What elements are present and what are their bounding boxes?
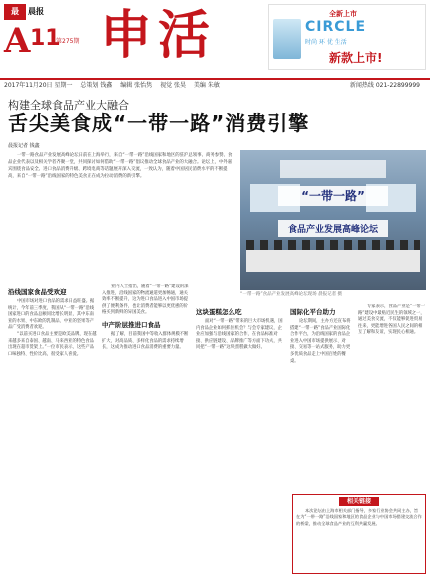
- page-letter: A: [4, 21, 31, 61]
- visual-credit: 视觉 张昊: [160, 82, 186, 89]
- article-column-2: [102, 284, 192, 574]
- paragraph: 专家表示，食品产业是“一带一路”建设中最贴近民生的领域之一，通过美食交流，不仅能够促进贸易往来，更能增进各国人民之间的相互了解和友谊，实现民心相通。: [358, 304, 426, 336]
- article-byline: 晨报记者 钱鑫: [8, 143, 40, 149]
- stage-banner: [280, 160, 386, 178]
- subheading: 中产阶层推进口食品: [102, 320, 161, 329]
- paragraph: 中国市场对进口食品的需求日益旺盛。据统计，今年前三季度，我国从“一带一路”沿线国家进口的食品总额同比增长明显，其中东南亚的水果、中东欧的乳制品、中亚的坚果等产品广受消费者欢迎。: [8, 299, 95, 331]
- paragraph: 业内人士指出，随着“一带一路”建设的深入推进，沿线国家的物流通道更加畅通，通关效率不断提升，这为进口食品进入中国市场提供了便利条件，也让消费者能够以更优惠的价格买到新鲜的异国美食。: [102, 284, 189, 316]
- ad-product-image: [273, 19, 301, 59]
- ad-brand: 全新上市: [329, 10, 357, 18]
- paragraph: 据了解，目前我国中等收入群体规模不断扩大，对高品质、多样化食品的需求持续增长，这成为推动进口食品消费的重要力量。: [102, 331, 189, 351]
- photo-stage-subtitle: 食品产业发展高峰论坛: [278, 220, 388, 237]
- subheading: 沿线国家食品受欢迎: [8, 288, 67, 296]
- paragraph: 面对“一带一路”带来的巨大市场机遇，国内食品企业如何抓住机会？与会专家建议，企业应加强与沿线国家的合作，在食品标准对接、供应链建设、品牌推广等方面下功夫，共同把“一带一路”这块蛋糕做大做好。: [196, 319, 283, 351]
- section-title: 申活: [100, 5, 217, 66]
- newspaper-logo: 最: [4, 4, 26, 20]
- related-links-text: 本次论坛由上海市相关部门指导，多家行业协会共同主办，旨在为“一带一路”沿线国家和地区的食品企业与中国市场搭建交流合作的桥梁，推动全球食品产业的互利共赢发展。: [296, 508, 422, 526]
- subheading: 国际化平台助力: [290, 308, 336, 316]
- masthead: [0, 0, 430, 78]
- photo-stage-title: “一带一路”: [278, 186, 388, 206]
- hotline: 新闻热线 021-22899999: [349, 82, 420, 89]
- issue-number: 第275期: [56, 38, 80, 45]
- ad-new-label: 新款上市!: [329, 51, 383, 65]
- related-links-box: [292, 494, 426, 574]
- advertisement[interactable]: [268, 4, 426, 70]
- editor-credit: 总策划 钱鑫: [80, 82, 113, 89]
- ad-title: CIRCLE: [305, 19, 367, 35]
- panel-table: [246, 250, 420, 272]
- editor-name: 编辑 张怡隽: [120, 82, 153, 89]
- page-number: 11: [30, 26, 61, 51]
- article-kicker: 构建全球食品产业大融合: [8, 99, 129, 112]
- article-column-1: [8, 284, 98, 574]
- subheading: 这块蛋糕怎么吃: [196, 308, 242, 316]
- dateline: [0, 78, 430, 90]
- designer-credit: 美编 朱敏: [193, 82, 220, 89]
- paragraph: “以前买进口食品主要是欧美品牌，现在越来越多来自泰国、越南、马来西亚的特色食品出现在超市货架上。”一位市民表示，这些产品口味独特、性价比高，很受家人喜爱。: [8, 331, 97, 357]
- issue-date: 2017年11月20日 星期一: [4, 82, 73, 89]
- paragraph: 论坛期间，主办方还宣布将搭建“一带一路”食品产业国际化合作平台，为沿线国家的食品企业进入中国市场提供展示、对接、交易等一站式服务，助力更多优质食品走上中国百姓的餐桌。: [290, 319, 351, 364]
- newspaper-logo-text: 晨报: [28, 7, 44, 16]
- ad-subtitle: 时尚 环 优 生活: [305, 39, 347, 46]
- article-headline: 舌尖美食成“一带一路”消费引擎: [8, 111, 310, 135]
- article-photo: [240, 150, 426, 290]
- article-lead: 一带一路食品产业发展高峰论坛日前在上海举行，来自“一带一路”沿线国家和地区的驻沪总领事、商务参赞、食品企业代表以及相关学者齐聚一堂，共同探讨如何借助“一带一路”倡议推动全球食品产业的大融合。论坛上，中外嘉宾围绕食品安全、进口食品消费升级、跨境电商等话题展开深入交流，一致认为，随着中国居民消费水平的不断提高，来自“一带一路”沿线国家的特色美食正在成为拉动消费的新引擎。: [8, 153, 233, 179]
- article-column-3: [196, 304, 286, 577]
- related-links-title: 相关链接: [339, 497, 379, 506]
- photo-caption: “一带一路”食品产业发展高峰论坛现场 晨报记者 摄: [240, 292, 343, 297]
